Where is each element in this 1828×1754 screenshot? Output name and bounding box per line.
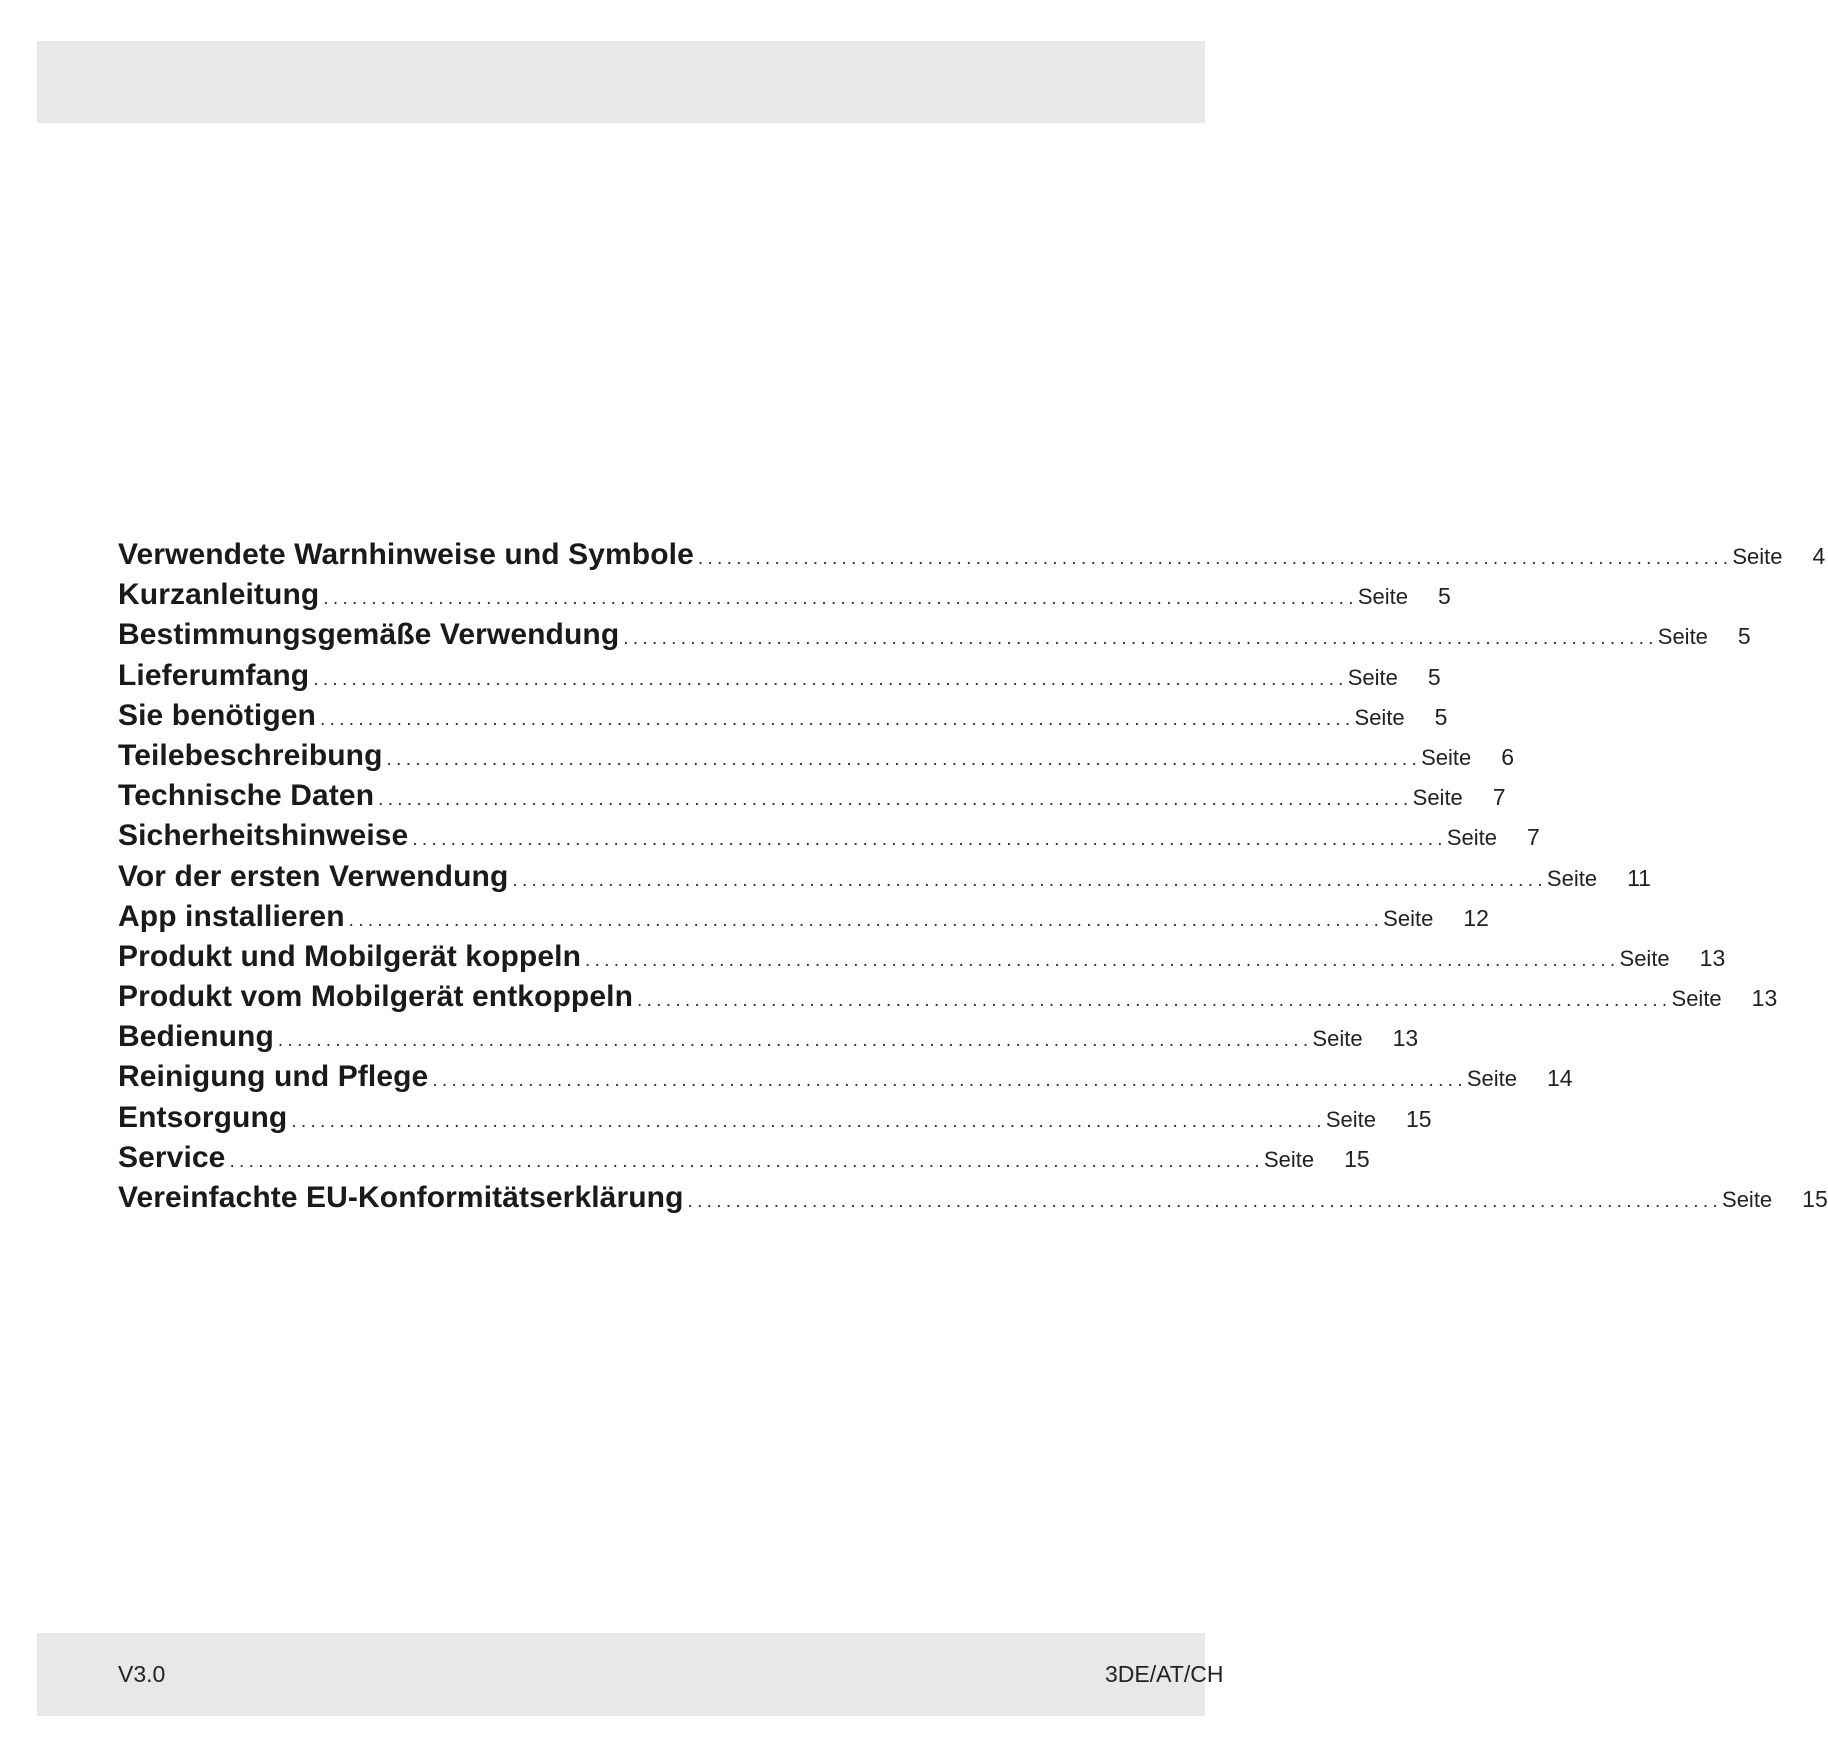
toc-seite-label: Seite	[1466, 1066, 1517, 1092]
toc-seite-label: Seite	[1446, 825, 1498, 851]
toc-dot-leader: ............................................................................................................	[637, 990, 1672, 1012]
toc-page-number: 13	[1699, 944, 1726, 971]
toc-entry-title: Sie benötigen	[118, 699, 320, 733]
toc-dot-leader: ............................................................................................................	[687, 1191, 1723, 1212]
toc-seite-label: Seite	[1722, 1187, 1773, 1212]
toc-seite-label: Seite	[1732, 544, 1783, 569]
toc-dot-leader: ............................................................................................................	[697, 548, 1733, 569]
toc-dot-leader: ............................................................................................................	[623, 628, 1658, 650]
toc-seite-label: Seite	[1357, 584, 1408, 610]
toc-entry-title: Service	[118, 1141, 229, 1175]
toc-page-number: 5	[1434, 703, 1448, 730]
toc-entry-title: Technische Daten	[118, 779, 378, 813]
toc-page-number: 13	[1751, 985, 1778, 1012]
toc-entry[interactable]	[118, 738, 1515, 779]
toc-entry-title: Entsorgung	[118, 1101, 291, 1135]
toc-entry-title: Lieferumfang	[118, 659, 313, 693]
toc-dot-leader: ............................................................................................................	[320, 708, 1355, 730]
toc-page-number: 7	[1492, 784, 1506, 811]
toc-entry[interactable]	[118, 658, 1441, 699]
header-band	[37, 41, 1205, 123]
toc-page-number: 4	[1812, 543, 1826, 569]
toc-entry-title: Vor der ersten Verwendung	[118, 860, 512, 894]
toc-entry-title: Sicherheitshinweise	[118, 819, 412, 853]
toc-seite-label: Seite	[1619, 945, 1670, 971]
toc-entry-title: Bestimmungsgemäße Verwendung	[118, 618, 623, 652]
toc-entry[interactable]	[118, 899, 1489, 940]
toc-entry[interactable]	[118, 779, 1506, 819]
toc-page-number: 7	[1527, 824, 1540, 851]
toc-page-number: 14	[1547, 1065, 1573, 1092]
toc-dot-leader: ............................................................................................................	[291, 1110, 1326, 1132]
toc-entry[interactable]	[118, 1020, 1419, 1060]
toc-page-number: 13	[1392, 1025, 1419, 1052]
toc-page-number: 15	[1405, 1105, 1432, 1132]
toc-page-number: 6	[1501, 743, 1515, 770]
toc-entry[interactable]	[118, 1181, 1828, 1221]
page-code-label: 3DE/AT/CH	[1105, 1661, 1224, 1687]
toc-seite-label: Seite	[1263, 1146, 1315, 1172]
toc-entry[interactable]	[118, 618, 1751, 658]
toc-entry-title: Vereinfachte EU-Konformitätserklärung	[118, 1181, 688, 1215]
toc-entry[interactable]	[118, 1060, 1573, 1100]
toc-page-number: 11	[1627, 864, 1651, 891]
toc-dot-leader: ............................................................................................................	[277, 1030, 1313, 1052]
toc-page-number: 15	[1802, 1186, 1828, 1212]
toc-seite-label: Seite	[1354, 704, 1405, 730]
version-label: V3.0	[118, 1661, 166, 1687]
toc-page-number: 5	[1437, 583, 1451, 610]
toc-entry-title: Verwendete Warnhinweise und Symbole	[118, 538, 698, 572]
toc-entry-title: Produkt und Mobilgerät koppeln	[118, 940, 585, 974]
toc-dot-leader: ............................................................................................................	[386, 748, 1422, 770]
toc-seite-label: Seite	[1383, 905, 1434, 931]
toc-entry[interactable]	[118, 698, 1448, 739]
toc-dot-leader: ............................................................................................................	[412, 829, 1447, 851]
toc-dot-leader: ............................................................................................................	[323, 588, 1358, 610]
toc-entry[interactable]	[118, 1140, 1370, 1181]
toc-entry-title: Teilebeschreibung	[118, 739, 387, 773]
toc-seite-label: Seite	[1412, 785, 1463, 811]
toc-page-number: 12	[1463, 904, 1489, 931]
toc-dot-leader: ............................................................................................................	[313, 668, 1348, 690]
toc-seite-label: Seite	[1325, 1106, 1376, 1132]
toc-entry-title: Kurzanleitung	[118, 578, 323, 612]
toc-entry[interactable]	[118, 1100, 1432, 1141]
table-of-contents	[118, 538, 1828, 1221]
toc-entry-title: Produkt vom Mobilgerät entkoppeln	[118, 980, 637, 1014]
footer-band	[37, 1633, 1224, 1716]
toc-entry[interactable]	[118, 859, 1651, 900]
toc-entry-title: App installieren	[118, 900, 349, 934]
toc-dot-leader: ............................................................................................................	[348, 909, 1384, 931]
toc-seite-label: Seite	[1421, 744, 1472, 770]
toc-seite-label: Seite	[1671, 986, 1722, 1012]
toc-entry[interactable]	[118, 578, 1451, 618]
toc-seite-label: Seite	[1546, 865, 1598, 891]
toc-entry[interactable]	[118, 980, 1778, 1020]
toc-dot-leader: ............................................................................................................	[229, 1150, 1264, 1172]
toc-seite-label: Seite	[1347, 664, 1398, 690]
toc-seite-label: Seite	[1312, 1026, 1363, 1052]
toc-entry[interactable]	[118, 819, 1540, 859]
toc-dot-leader: ............................................................................................................	[378, 789, 1413, 811]
toc-page-number: 15	[1344, 1145, 1370, 1172]
toc-dot-leader: ............................................................................................................	[432, 1070, 1467, 1092]
toc-page-number: 5	[1737, 623, 1751, 650]
toc-entry[interactable]	[118, 939, 1726, 980]
toc-dot-leader: ............................................................................................................	[512, 869, 1547, 891]
toc-dot-leader: ............................................................................................................	[585, 949, 1620, 971]
toc-entry[interactable]	[118, 538, 1826, 578]
toc-page-number: 5	[1427, 663, 1441, 690]
toc-entry-title: Reinigung und Pflege	[118, 1060, 432, 1094]
toc-seite-label: Seite	[1657, 624, 1708, 650]
toc-entry-title: Bedienung	[118, 1020, 278, 1054]
